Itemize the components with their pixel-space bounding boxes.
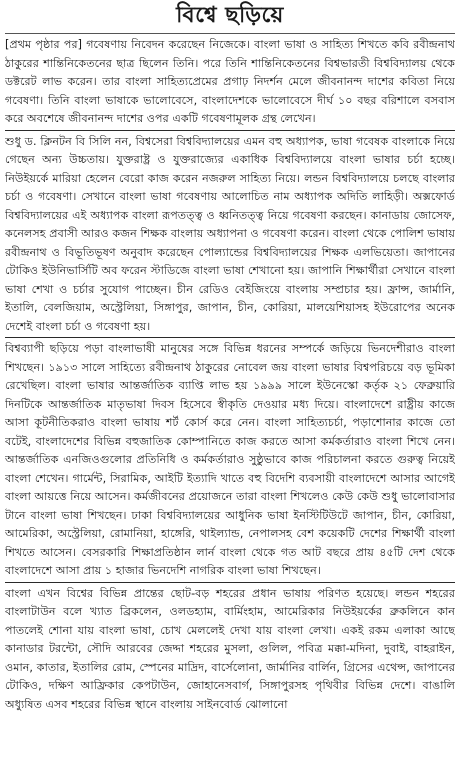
paragraph-2-text: শুধু ড. ক্লিনটন বি সিলি নন, বিশ্বসেরা বিশ্ববিদ্যালয়ের এমন বহু অধ্যাপক, ভাষা গবেষক বাংলাকে নিয়ে গেছেন অন্য উচ্চতায়। যুক্তরাষ্ট্র ও যুক্তরাজ্যের একাধিক বিশ্ববিদ্যালয়ে বাংলা ভাষার চর্চা হচ্ছে। নিউইয়র্কে মারিয়া হেলেন বেরো কাজ করেন নজরুল সাহিত্য নিয়ে। লন্ডন বিশ্ববিদ্যালয়ে চলছে বাংলার চর্চা ও গবেষণা। সেখানে বাংলা ভাষা গবেষণায় আলোচিত নাম অধ্যাপক অদিতি লাহিড়ী। অক্সফোর্ড বিশ্ববিদ্যালয়ের এই অধ্যাপক বাংলা রূপতত্ত্ব ও ধ্বনিতত্ত্ব নিয়ে গবেষণা করছেন। কানাডায় জোসেফ, কনেলসহ প্রবাসী আরও কজন শিক্ষক বাংলায় অধ্যাপনা ও গবেষণা করেন। বাংলা থেকে পোলিশ ভাষায় রবীন্দ্রনাথ ও বিভূতিভূষণ অনুবাদ করেছেন পোল্যান্ডের বিশ্ববিদ্যালয়ের শিক্ষক এলভিয়েতা। জাপানের টোকিও ইউনিভার্সিটি অব ফরেন স্টাডিজে বাংলা ভাষা শেখানো হয়। জাপানি শিক্ষার্থীরা সেখানে বাংলা ভাষা শেখা ও চর্চার সুযোগ পাচ্ছেন। চীন রেডিও বেইজিংয়ে বাংলায় সম্প্রচার হয়। ফ্রান্স, জার্মানি, ইতালি, বেলজিয়াম, অস্ট্রেলিয়া, সিঙ্গাপুর, জাপান, চীন, কোরিয়া, মালয়েশিয়াসহ ইউরোপের অনেক দেশেই বাংলা চর্চা ও গবেষণা হয়। xyxy=(5,134,455,333)
paragraph-1 xyxy=(5,36,455,129)
headline-divider xyxy=(5,33,455,34)
paragraph-3 xyxy=(5,340,455,581)
paragraph-divider xyxy=(5,337,455,338)
paragraph-3-text: বিশ্বব্যাপী ছড়িয়ে পড়া বাংলাভাষী মানুষের সঙ্গে বিভিন্ন ধরনের সম্পর্কে জড়িয়ে ভিনদেশীরাও বাংলা শিখছেন। ১৯১৩ সালে সাহিত্যে রবীন্দ্রনাথ ঠাকুরের নোবেল জয় বাংলা ভাষার বিশ্বপরিচয়ে বড় ভূমিকা রেখেছিল। বাংলা ভাষার আন্তর্জাতিক ব্যাপ্তি লাভ হয় ১৯৯৯ সালে ইউনেস্কো কর্তৃক ২১ ফেব্রুয়ারি দিনটিকে আন্তর্জাতিক মাতৃভাষা দিবস হিসেবে স্বীকৃতি দেওয়ার মধ্য দিয়ে। বাংলাদেশে রাষ্ট্রীয় কাজে আসা কূটনীতিকরাও বাংলা ভাষায় শর্ট কোর্স করে নেন। বাংলা সাহিত্যচর্চা, পড়াশোনার কাজে তো বটেই, বাংলাদেশের বিভিন্ন বহুজাতিক কোম্পানিতে কাজ করতে আসা কর্মকর্তারাও বাংলা শিখে নেন। আন্তর্জাতিক এনজিওগুলোর প্রতিনিধি ও কর্মকর্তারাও সুষ্ঠুভাবে কাজ পরিচালনা করতে গুরুত্ব নিয়েই বাংলা শেখেন। গার্মেন্ট, সিরামিক, আইটি ইত্যাদি খাতে বহু বিদেশি ব্যবসায়ী বাংলাদেশে আসার আগেই বাংলা আয়ত্তে নিয়ে আসেন। কর্মজীবনের প্রয়োজনে তারা বাংলা শিখলেও কেউ কেউ শুধু ভালোবাসার টানে বাংলা ভাষা শিখছেন। ঢাকা বিশ্ববিদ্যালয়ের আধুনিক ভাষা ইনস্টিটিউটে জাপান, চীন, কোরিয়া, আমেরিকা, অস্ট্রেলিয়া, রোমানিয়া, হাঙ্গেরি, থাইল্যান্ড, নেপালসহ বেশ কয়েকটি দেশের শিক্ষার্থী বাংলা শিখতে আসেন। বেসরকারি শিক্ষাপ্রতিষ্ঠান লার্ন বাংলা থেকে গত আট বছরে প্রায় ৪৫টি দেশ থেকে বাংলাদেশে আসা প্রায় ১ হাজার ভিনদেশি নাগরিক বাংলা ভাষা শিখছেন। xyxy=(5,342,455,577)
headline: বিশ্বে ছড়িয়ে xyxy=(176,2,284,28)
paragraph-4-text: বাংলা এখন বিশ্বের বিভিন্ন প্রান্তের ছোট-বড় শহরের প্রধান ভাষায় পরিণত হয়েছে। লন্ডন শহরের বাংলাটাউন বলে খ্যাত ব্রিকলেন, ওলডহ্যাম, বার্মিংহাম, আমেরিকার নিউইয়র্কের ব্রুকলিনে কান পাতলেই শোনা যায় বাংলা ভাষা, চোখ মেললেই দেখা যায় বাংলা লেখা। একই রকম এলাকা আছে কানাডার টরন্টো, সৌদি আরবের জেদ্দা শহরের মুসলা, গুলিল, পবিত্র মক্কা-মদিনা, দুবাই, বাহরাইন, ওমান, কাতার, ইতালির রোম, স্পেনের মাদ্রিদ, বার্সেলোনা, জার্মানির বার্লিন, গ্রিসের এথেন্স, জাপানের টোকিও, দক্ষিণ আফ্রিকার কেপটাউন, জোহানেসবার্গ, সিঙ্গাপুরসহ পৃথিবীর বিভিন্ন দেশে। বাঙালি অধ্যুষিত এসব শহরের বিভিন্ন স্থানে বাংলায় সাইনবোর্ড ঝোলানো xyxy=(5,586,455,711)
paragraph-4 xyxy=(5,585,455,715)
continuation-marker: [প্রথম পৃষ্ঠার পর] xyxy=(5,38,82,51)
paragraph-2 xyxy=(5,133,455,337)
paragraph-1-text: গবেষণায় নিবেদন করেছেন নিজেকে। বাংলা ভাষা ও সাহিত্য শিখতে কবি রবীন্দ্রনাথ ঠাকুরের শান্তিনিকেতনের ছাত্র ছিলেন তিনি। পরে তিনি শান্তিনিকেতনের বিশ্বভারতী বিশ্ববিদ্যালয় থেকে ডক্টরেট লাভ করেন। তার বাংলা সাহিত্যপ্রেমের প্রগাঢ় নিদর্শন মেলে জীবনানন্দ দাশের কবিতা নিয়ে গবেষণা। তিনি বাংলা ভাষাকে ভালোবেসে, বাংলাদেশকে ভালোবেসে দীর্ঘ ১০ বছর বরিশালে বসবাস করে অবশেষে জীবনানন্দ দাশের ওপর একটি গবেষণামূলক গ্রন্থ লেখেন। xyxy=(5,38,455,125)
paragraph-divider xyxy=(5,130,455,131)
article xyxy=(5,0,455,771)
paragraph-divider xyxy=(5,582,455,583)
